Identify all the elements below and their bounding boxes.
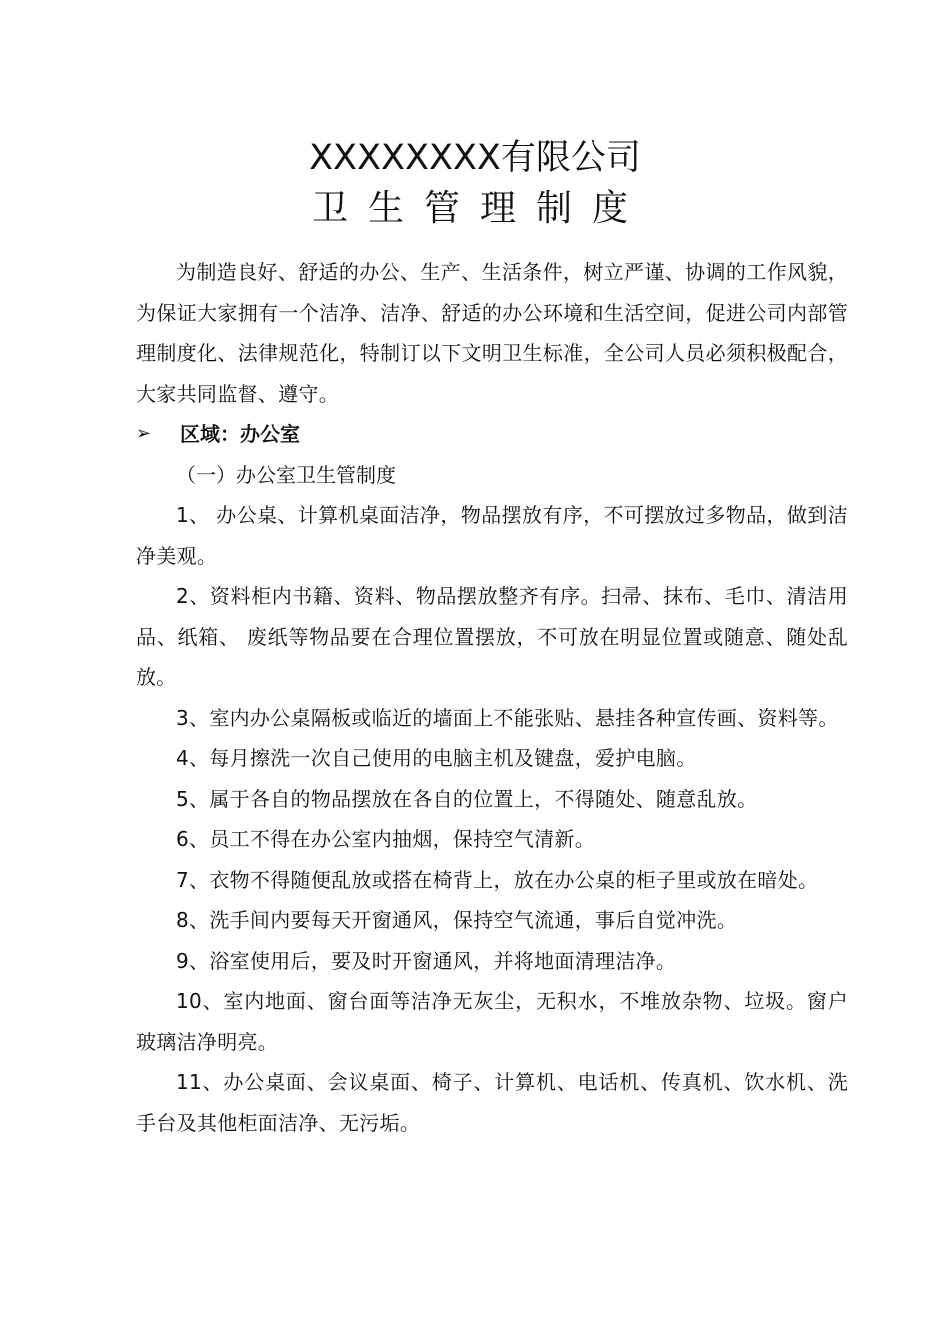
company-title: XXXXXXXX有限公司 [309, 138, 641, 178]
arrow-bullet-icon: ➢ [136, 423, 152, 444]
rule-item-4: 4、每月擦洗一次自己使用的电脑主机及键盘，爱护电脑。 [176, 746, 697, 770]
rule-item-7: 7、衣物不得随便乱放或搭在椅背上，放在办公桌的柜子里或放在暗处。 [176, 867, 819, 892]
rule-item-3: 3、室内办公桌隔板或临近的墙面上不能张贴、悬挂各种宣传画、资料等。 [176, 705, 839, 730]
main-title: 卫生管理制度 [311, 188, 648, 229]
document-body [136, 252, 848, 1143]
rule-item-10: 10、室内地面、窗台面等洁净无灰尘，无积水，不堆放杂物、垃圾。窗户玻璃洁净明亮。 [136, 989, 848, 1054]
rule-item-1: 1、 办公桌、计算机桌面洁净，物品摆放有序，不可摆放过多物品，做到洁净美观。 [136, 503, 848, 568]
rule-item-11: 11、办公桌面、会议桌面、椅子、计算机、电话机、传真机、饮水机、洗手台及其他柜面洁净、无污垢。 [136, 1070, 848, 1135]
section-heading-text: 区域：办公室 [180, 422, 300, 446]
rule-item-2: 2、资料柜内书籍、资料、物品摆放整齐有序。扫帚、抹布、毛巾、清洁用品、纸箱、 废纸等物品要在合理位置摆放，不可放在明显位置或随意、随处乱放。 [136, 584, 848, 689]
rule-item-8: 8、洗手间内要每天开窗通风，保持空气流通，事后自觉冲洗。 [176, 908, 738, 932]
rule-item-9: 9、浴室使用后，要及时开窗通风，并将地面清理洁净。 [176, 948, 677, 973]
section-heading [136, 414, 848, 455]
rule-item-6: 6、员工不得在办公室内抽烟，保持空气清新。 [176, 827, 596, 851]
intro-paragraph: 为制造良好、舒适的办公、生产、生活条件，树立严谨、协调的工作风貌，为保证大家拥有一个洁净、洁净、舒适的办公环境和生活空间，促进公司内部管理制度化、法律规范化，特制订以下文明卫生标准，全公司人员必须积极配合，大家共同监督、遵守。 [136, 260, 848, 406]
rule-item-5: 5、属于各自的物品摆放在各自的位置上，不得随处、随意乱放。 [176, 786, 758, 811]
subsection-heading: （一）办公室卫生管制度 [176, 462, 396, 487]
